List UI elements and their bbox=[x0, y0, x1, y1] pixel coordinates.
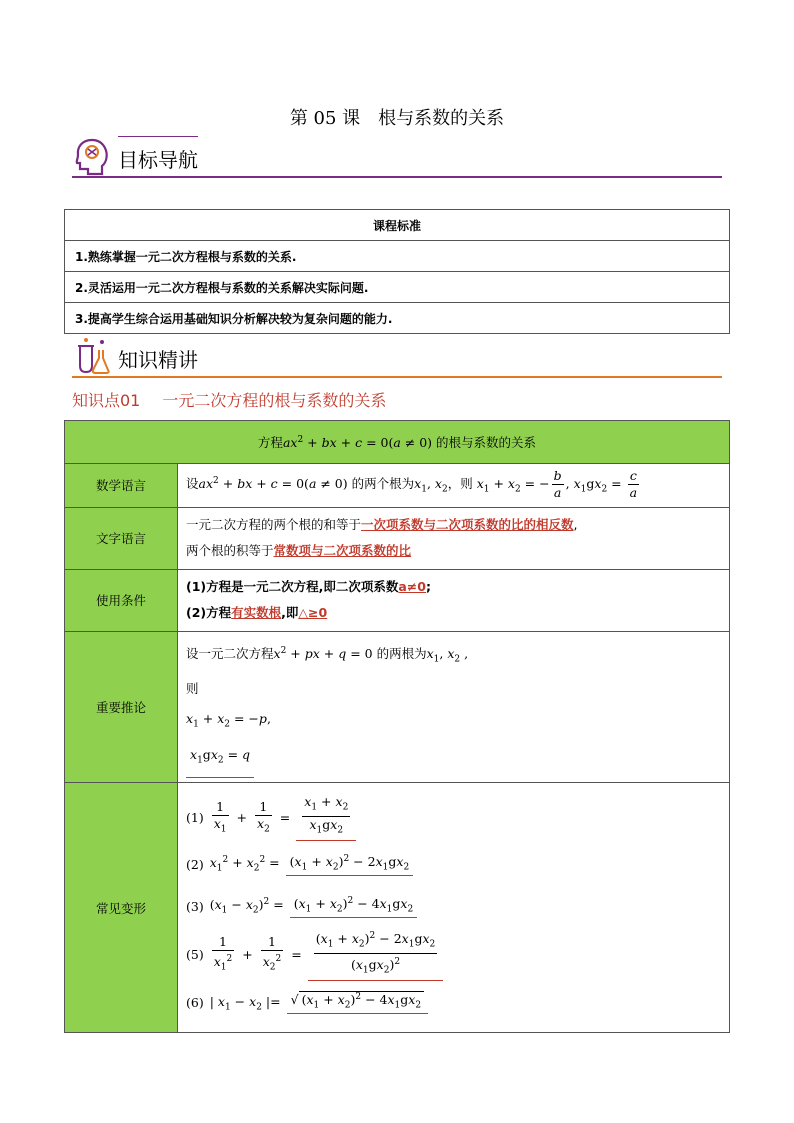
goals-table bbox=[64, 209, 730, 334]
brain-head-icon bbox=[72, 136, 112, 176]
label-text-language: 文字语言 bbox=[65, 507, 178, 569]
knowledge-point-label: 知识点01 bbox=[72, 391, 141, 410]
transform-5: (5) $\frac{1}{x_1^2}$ + $\frac{1}{x_2^2}$ = $\frac{(x_1 + x_2)^2 - 2x_1gx_2}{(x_1gx_2)^2}$ bbox=[186, 928, 721, 982]
goal-item-2: 2.灵活运用一元二次方程根与系数的关系解决实际问题. bbox=[65, 272, 730, 303]
goals-header: 课程标准 bbox=[65, 210, 730, 241]
text-language-cell: 一元二次方程的两个根的和等于一次项系数与二次项系数的比的相反数, 两个根的积等于常数项与二次项系数的比 bbox=[178, 507, 730, 569]
knowledge-table bbox=[64, 420, 730, 1033]
goal-item-3: 3.提高学生综合运用基础知识分析解决较为复杂问题的能力. bbox=[65, 303, 730, 334]
page-title: 第 05 课 根与系数的关系 bbox=[289, 108, 505, 129]
transform-6: (6) | $x_1 - x_2$ |= √ $(x_1 + x_2)^2 - 4x_1gx_2$ bbox=[186, 982, 721, 1024]
goal-item-1: 1.熟练掌握一元二次方程根与系数的关系. bbox=[65, 241, 730, 272]
transforms-cell bbox=[178, 783, 730, 1033]
knowledge-point-name: 一元二次方程的根与系数的关系 bbox=[162, 391, 387, 410]
label-conditions: 使用条件 bbox=[65, 569, 178, 631]
knowledge-point-title bbox=[72, 388, 386, 411]
label-math-language: 数学语言 bbox=[65, 464, 178, 508]
section-title-goals: 目标导航 bbox=[118, 148, 198, 172]
transform-2: (2) $x_1^2 + x_2^2$ = $(x_1 + x_2)^2 - 2x_1gx_2$ bbox=[186, 844, 721, 886]
math-language-cell: 设$ax^2$ + bx + c = 0(a ≠ 0) 的两个根为$x_1$, $x_2$，则 $x_1 + x_2$ = − $\frac{b}{a}$ , $x_1gx_2$ = $\frac{c}{a}$ bbox=[178, 464, 730, 508]
conditions-cell: (1)方程是一元二次方程,即二次项系数a≠0; (2)方程有实数根,即△≥0 bbox=[178, 569, 730, 631]
transform-3: (3) $(x_1 - x_2)^2$ = $(x_1 + x_2)^2 - 4x_1gx_2$ bbox=[186, 886, 721, 928]
inference-cell: 设一元二次方程$x^2$ + px + q = 0 的两根为$x_1$, $x_2$ , 则 $x_1 + x_2 = -p$, $x_1gx_2 = q$ bbox=[178, 631, 730, 783]
flask-icon bbox=[72, 336, 112, 376]
section-heading-knowledge bbox=[72, 336, 722, 378]
transform-1: (1) $\frac{1}{x_1}$ + $\frac{1}{x_2}$ = $\frac{x_1 + x_2}{x_1gx_2}$ bbox=[186, 792, 721, 844]
label-transforms: 常见变形 bbox=[65, 783, 178, 1033]
table-header: 方程$ax^2$ + bx + c = 0(a ≠ 0) 的根与系数的关系 bbox=[65, 421, 730, 464]
label-inference: 重要推论 bbox=[65, 631, 178, 783]
section-heading-goals bbox=[72, 136, 722, 178]
section-title-knowledge: 知识精讲 bbox=[118, 348, 198, 372]
